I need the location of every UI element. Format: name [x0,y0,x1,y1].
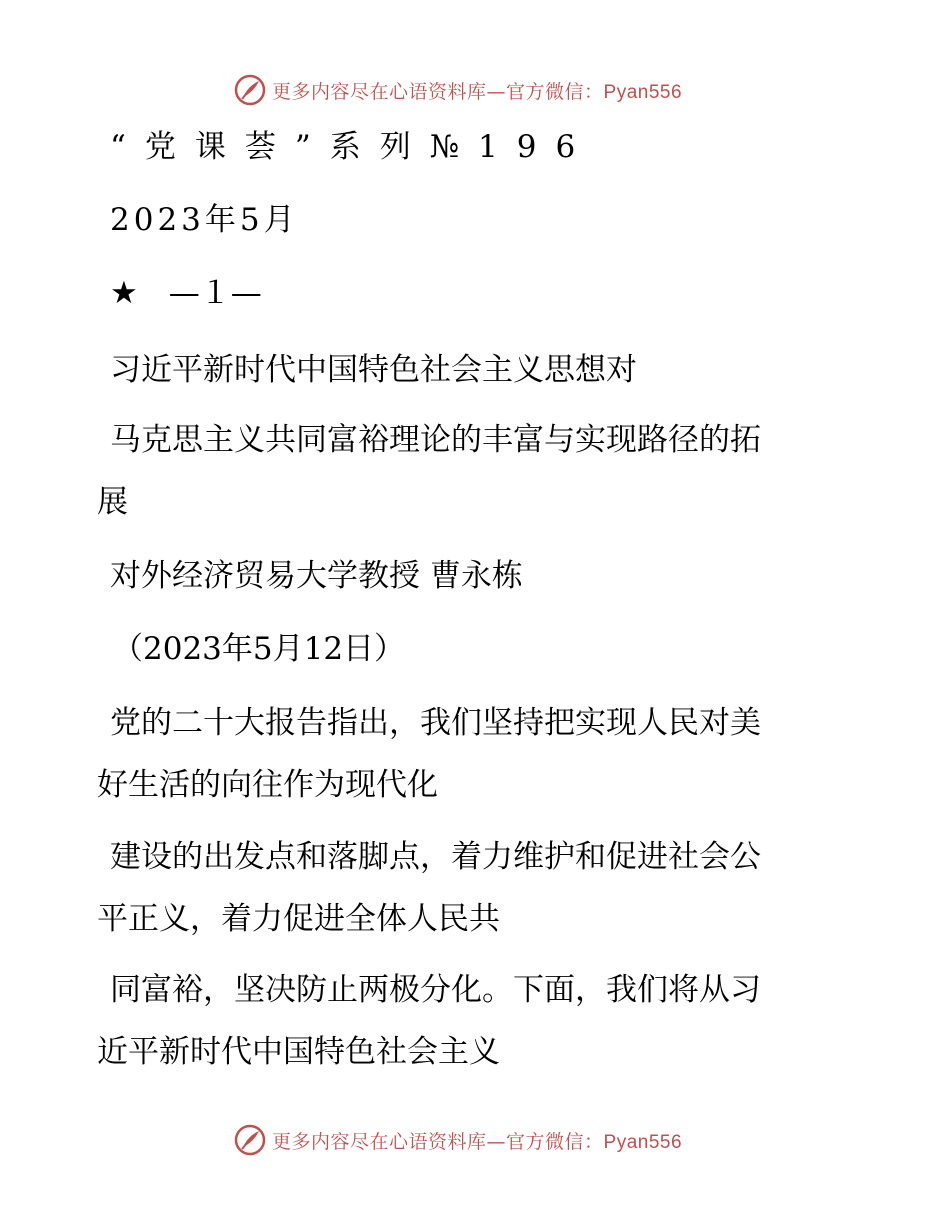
watermark-text: 更多内容尽在心语资料库—官方微信：Pyan556 [272,80,683,103]
paragraph-line: 近平新时代中国特色社会主义 [97,1034,500,1070]
title-line-2: 马克思主义共同富裕理论的丰富与实现路径的拓 [110,422,761,458]
section-marker: ★ —１— [110,275,262,311]
paragraph-line: 平正义，着力促进全体人民共 [97,901,500,937]
publication-date: （2023年5月12日） [112,631,406,667]
paragraph-line: 党的二十大报告指出，我们坚持把实现人民对美 [110,705,761,741]
quill-logo-icon [234,1124,266,1156]
title-line-1: 习近平新时代中国特色社会主义思想对 [110,352,637,388]
series-label: “党课荟”系列№196 [110,129,595,165]
watermark-header [234,73,682,107]
title-line-2-wrap: 展 [97,484,128,520]
paragraph-line: 同富裕，坚决防止两极分化。下面，我们将从习 [110,972,761,1008]
author-line: 对外经济贸易大学教授 曹永栋 [110,558,523,594]
paragraph-line: 好生活的向往作为现代化 [97,767,438,803]
watermark-text: 更多内容尽在心语资料库—官方微信：Pyan556 [272,1130,683,1153]
paragraph-line: 建设的出发点和落脚点，着力维护和促进社会公 [110,839,761,875]
quill-logo-icon [234,74,266,106]
issue-date: 2023年5月 [110,202,299,238]
watermark-footer [234,1123,682,1157]
